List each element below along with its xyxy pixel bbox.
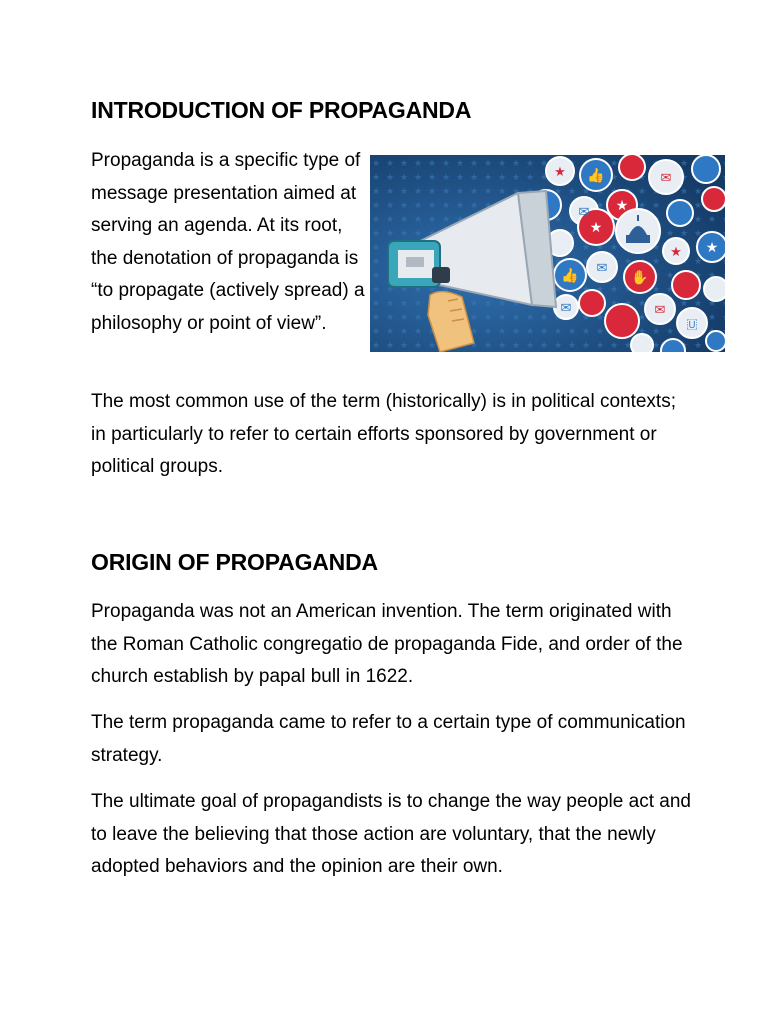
svg-text:★: ★ <box>705 240 719 256</box>
svg-text:✉: ✉ <box>596 261 608 276</box>
svg-text:★: ★ <box>554 165 566 180</box>
svg-text:✉: ✉ <box>560 301 572 316</box>
intro-paragraph-2: The most common use of the term (historically) is in political contexts; in particularly to refer to certain efforts sponsored by government or political groups. <box>91 391 676 477</box>
propaganda-megaphone-illustration <box>370 155 725 352</box>
origin-paragraph-1: Propaganda was not an American invention. The term originated with the Roman Catholic congregatio de propaganda Fide, and order of the church establish by papal bull in 1622. <box>91 601 683 687</box>
svg-text:✉: ✉ <box>578 205 590 220</box>
svg-text:🇺: 🇺 <box>686 317 698 332</box>
svg-text:★: ★ <box>589 220 603 236</box>
svg-text:👍: 👍 <box>561 268 579 284</box>
svg-text:★: ★ <box>615 198 629 214</box>
origin-heading: ORIGIN OF PROPAGANDA <box>91 549 378 575</box>
svg-text:✋: ✋ <box>631 270 649 286</box>
svg-text:✉: ✉ <box>660 171 672 186</box>
svg-text:👍: 👍 <box>587 168 605 184</box>
svg-text:✉: ✉ <box>654 303 666 318</box>
megaphone-icon <box>370 155 725 352</box>
intro-paragraph-1: Propaganda is a specific type of message presentation aimed at serving an agenda. At its root, the denotation of propaganda is “to propagate (actively spread) a philosophy or point of view”. <box>91 150 365 334</box>
svg-text:★: ★ <box>670 245 682 260</box>
intro-heading: INTRODUCTION OF PROPAGANDA <box>91 97 472 123</box>
origin-paragraph-2: The term propaganda came to refer to a certain type of communication strategy. <box>91 712 686 766</box>
origin-paragraph-3: The ultimate goal of propagandists is to change the way people act and to leave the believing that those action are voluntary, that the newly adopted behaviors and the opinion are their own. <box>91 791 691 877</box>
